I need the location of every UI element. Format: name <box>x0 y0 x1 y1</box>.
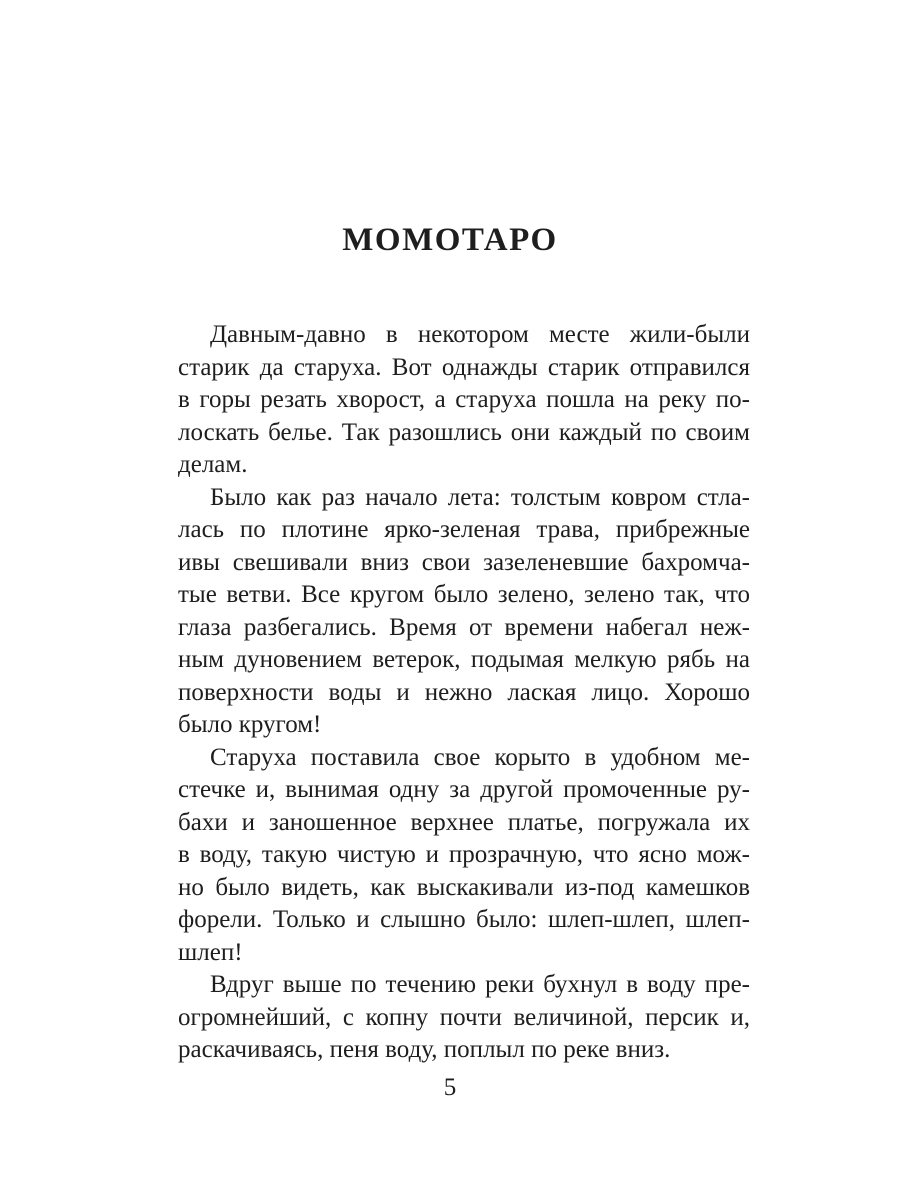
text-line: раскачиваясь, пеня воду, поплыл по реке вниз. <box>178 1036 671 1063</box>
text-line: шлеп! <box>178 938 243 966</box>
text-line: Было как раз начало лета: толстым ковром стла- <box>210 483 750 511</box>
text-line: глаза разбегались. Время от времени набегал неж- <box>178 613 750 641</box>
paragraph <box>178 742 750 970</box>
text-line: стечке и, вынимая одну за другой промоченные ру- <box>178 776 750 803</box>
chapter-title: МОМОТАРО <box>342 222 558 258</box>
text-line: форели. Только и слышно было: шлеп-шлеп, шлеп- <box>178 906 750 933</box>
text-line: огромнейший, с копну почти величиной, персик и, <box>178 1003 750 1031</box>
text-line: бахи и заношенное верхнее платье, погружала их <box>178 808 750 836</box>
text-line: ивы свешивали вниз свои зазеленевшие бахромча- <box>178 548 750 576</box>
paragraph <box>178 482 750 742</box>
body-text <box>178 319 750 1067</box>
text-line: лоскать белье. Так разошлись они каждый по своим <box>178 418 750 446</box>
text-line: поверхности воды и нежно лаская лицо. Хорошо <box>178 678 750 706</box>
text-line: делам. <box>178 451 248 478</box>
text-line: Давным-давно в некотором месте жили-были <box>210 321 750 348</box>
paragraph <box>178 969 750 1067</box>
text-line: Вдруг выше по течению реки бухнул в воду пре- <box>210 971 750 998</box>
text-line: в воду, такую чистую и прозрачную, что ясно мож- <box>178 841 750 868</box>
page-number: 5 <box>443 1074 457 1101</box>
text-line: Старуха поставила свое корыто в удобном ме- <box>210 743 750 771</box>
text-line: старик да старуха. Вот однажды старик отправился <box>178 353 750 381</box>
text-line: ным дуновением ветерок, подымая мелкую рябь на <box>178 646 750 673</box>
text-line: тые ветви. Все кругом было зелено, зелено так, что <box>178 581 750 608</box>
paragraph <box>178 319 750 482</box>
text-line: но было видеть, как выскакивали из-под камешков <box>178 873 750 901</box>
text-line: было кругом! <box>178 711 322 738</box>
text-line: в горы резать хворост, а старуха пошла на реку по- <box>178 386 750 413</box>
text-line: лась по плотине ярко-зеленая трава, прибрежные <box>178 516 750 543</box>
